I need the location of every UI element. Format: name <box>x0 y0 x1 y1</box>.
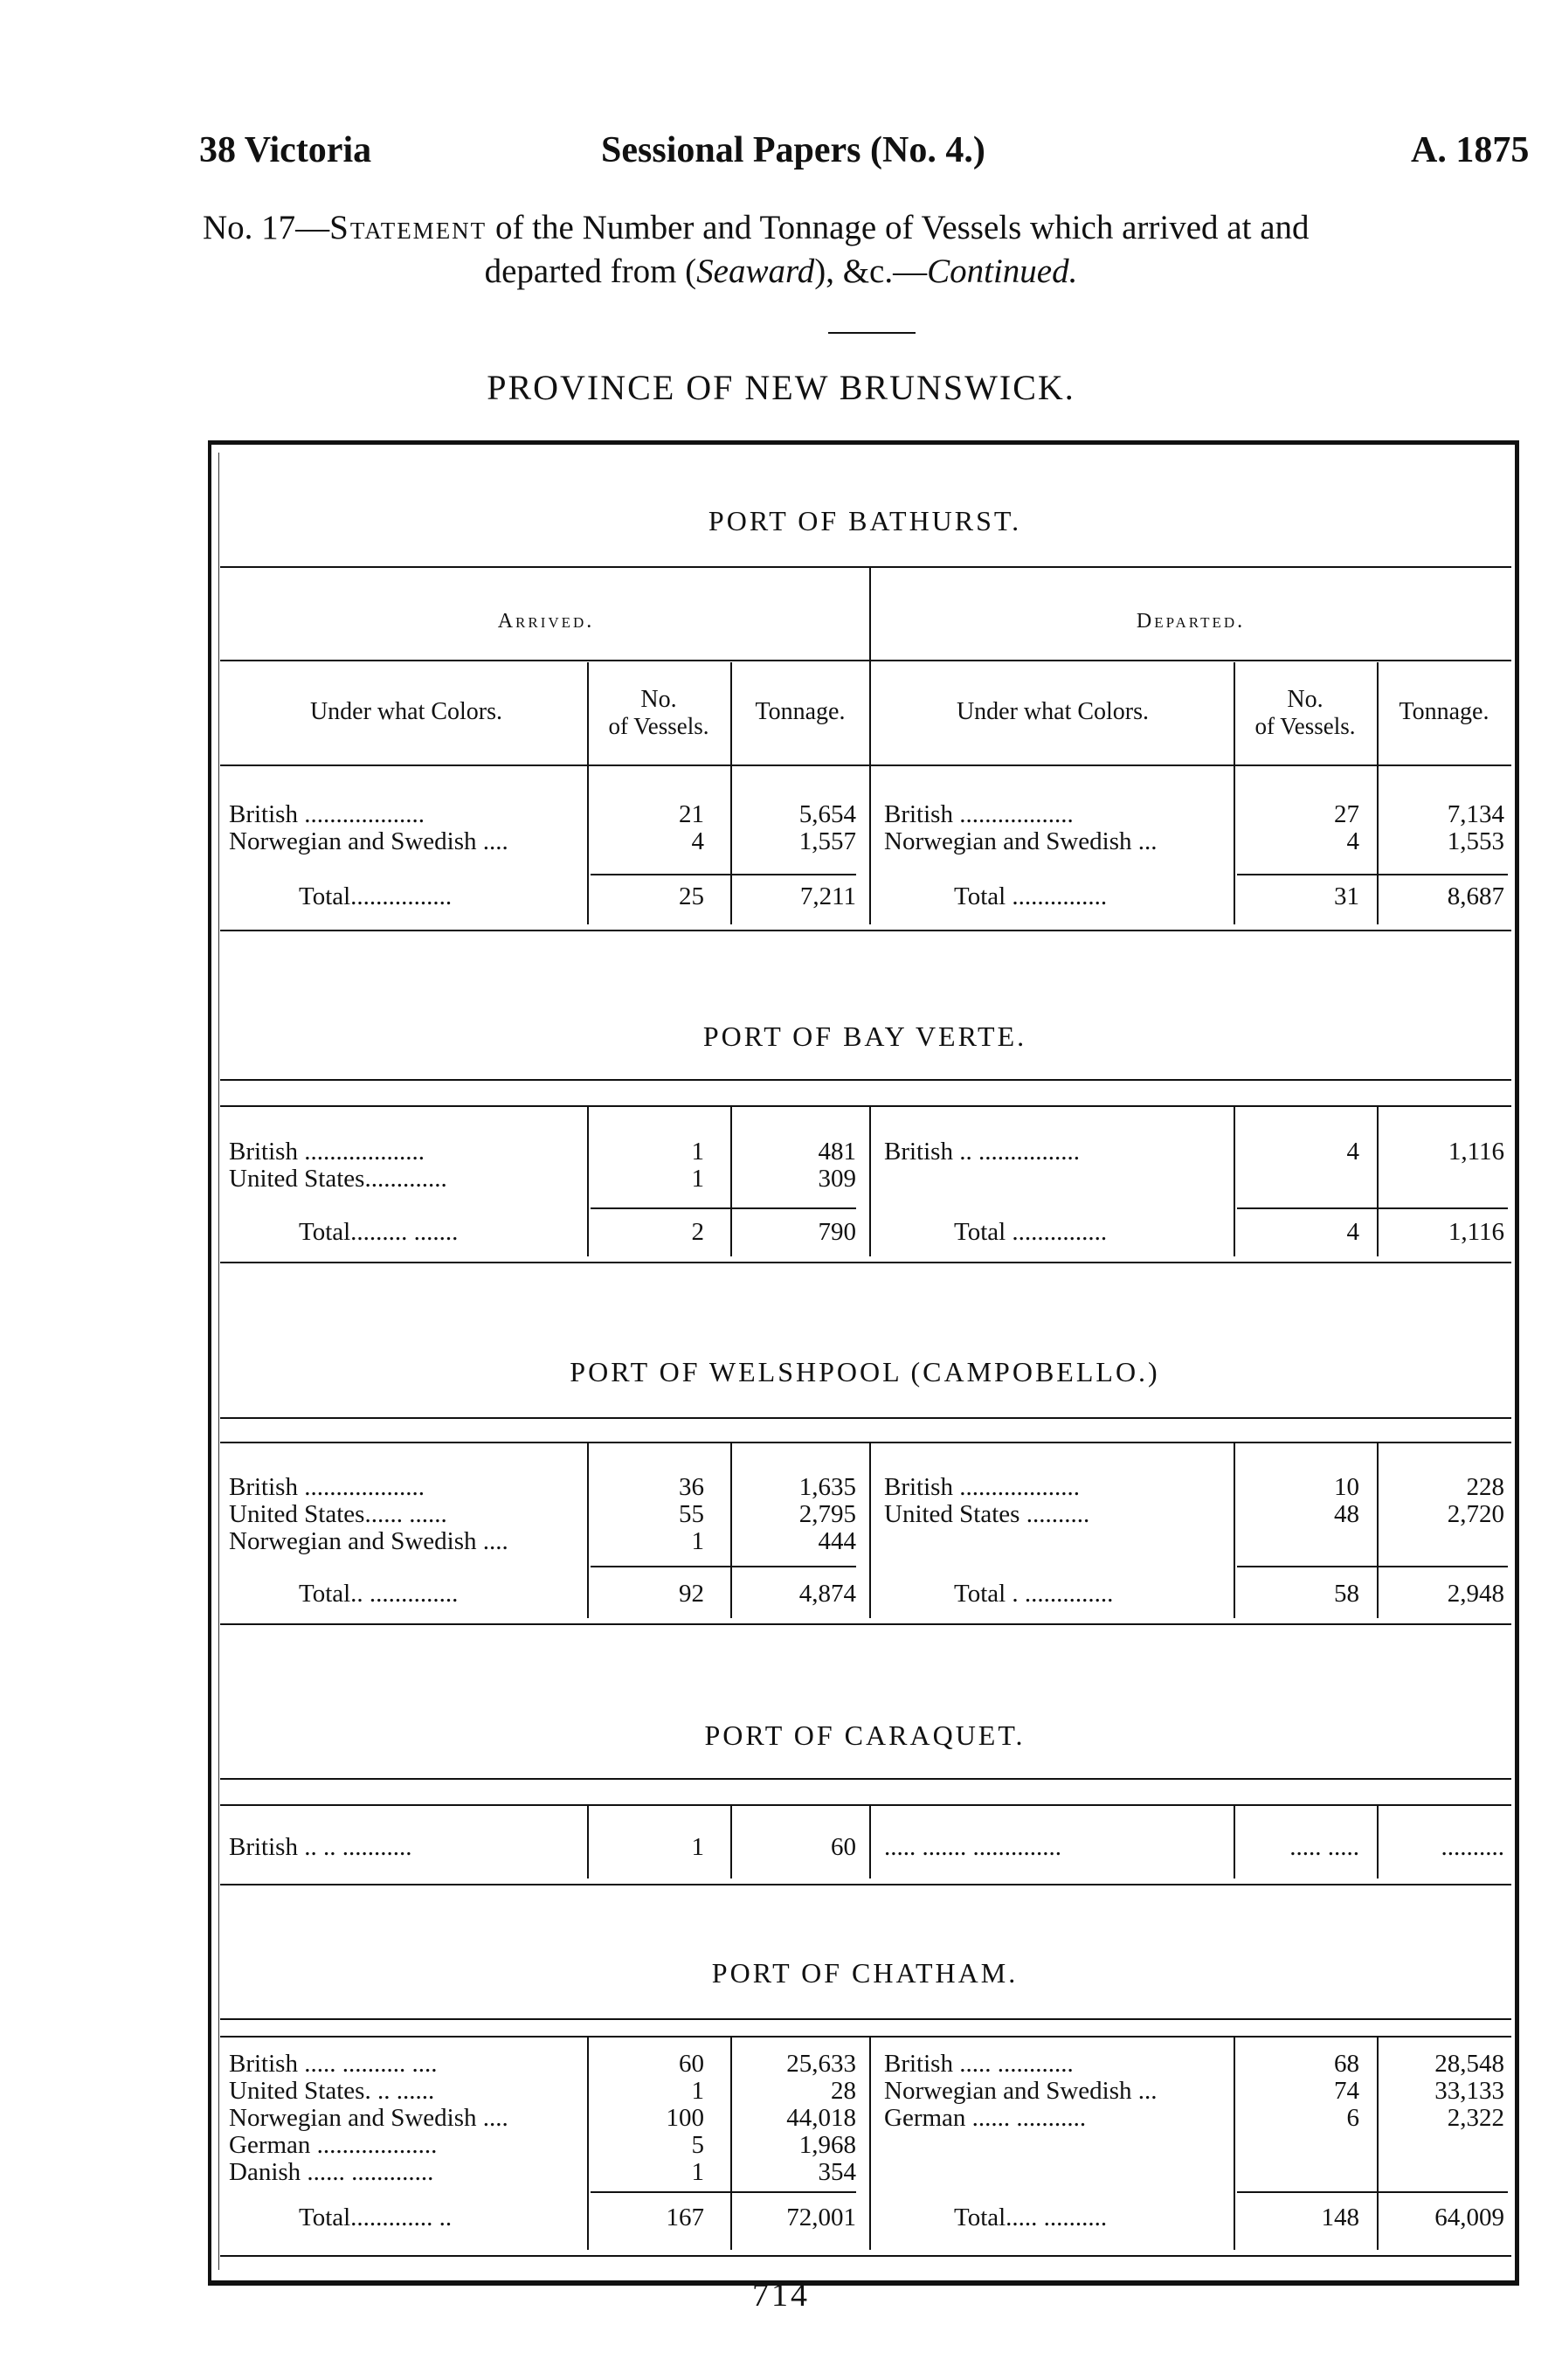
arrived-color-cell: British ................... <box>229 1138 425 1166</box>
port-header-rule <box>220 2036 1511 2038</box>
column-divider <box>1377 1804 1379 1878</box>
column-divider <box>869 1442 871 1618</box>
arrived-color-cell: British ................... <box>229 800 425 828</box>
departed-vessels-cell: 10 <box>1334 1473 1359 1501</box>
departed-tonnage-cell: 7,134 <box>1447 800 1504 828</box>
arrived-vessels-header: No. of Vessels. <box>608 686 709 739</box>
port-title-welshpool: PORT OF WELSHPOOL (CAMPOBELLO.) <box>570 1356 1160 1387</box>
arrived-total-label: Total............. .. <box>299 2204 453 2231</box>
arrived-total-tonnage: 4,874 <box>798 1580 856 1608</box>
departed-total-tonnage: 2,948 <box>1447 1580 1504 1608</box>
column-divider <box>1377 1105 1379 1256</box>
arrived-color-cell: Norwegian and Swedish .... <box>229 2104 508 2132</box>
departed-tonnage-cell: 28,548 <box>1434 2050 1504 2078</box>
column-divider <box>1234 1804 1235 1878</box>
header-divider-arrived-departed <box>869 568 871 765</box>
departed-color-cell: British .................. <box>884 800 1074 828</box>
column-divider <box>730 1442 732 1618</box>
header-center: Sessional Papers (No. 4.) <box>601 130 985 170</box>
departed-total-label: Total ............... <box>954 1218 1108 1246</box>
arrived-total-tonnage: 7,211 <box>799 882 856 910</box>
departed-total-tonnage: 1,116 <box>1448 1218 1504 1246</box>
header-divider-a-col2 <box>730 662 732 765</box>
departed-tonnage-cell: 2,322 <box>1447 2104 1504 2132</box>
departed-vessels-cell: 4 <box>1346 1138 1359 1166</box>
arrived-tonnage-header: Tonnage. <box>755 698 846 725</box>
header-rule-mid <box>220 660 1511 661</box>
column-divider <box>1377 765 1379 924</box>
departed-tonnage-cell: 33,133 <box>1434 2077 1504 2105</box>
arrived-color-cell: United States............. <box>229 1165 447 1193</box>
port-header-rule <box>220 1105 1511 1107</box>
arrived-tonnage-cell: 28 <box>831 2077 856 2105</box>
departed-total-rule <box>1237 2191 1508 2193</box>
port-title-bay-verte: PORT OF BAY VERTE. <box>702 1020 1027 1052</box>
header-right: A. 1875 <box>1411 130 1530 170</box>
column-divider <box>587 1442 589 1618</box>
arrived-vessels-cell: 1 <box>691 1527 704 1555</box>
port-title-caraquet: PORT OF CARAQUET. <box>704 1719 1026 1751</box>
arrived-vessels-cell: 21 <box>679 800 704 828</box>
departed-color-cell: British ................... <box>884 1473 1080 1501</box>
statement-title-line1: No. 17—Statement of the Number and Tonnage of Vessels which arrived at and <box>203 209 1310 246</box>
arrived-color-cell: German ................... <box>229 2131 438 2159</box>
arrived-vessels-cell: 4 <box>691 827 704 855</box>
header-divider-d-col1 <box>1234 662 1235 765</box>
port-block-rule <box>220 1262 1511 1263</box>
arrived-total-vessels: 25 <box>679 882 704 910</box>
arrived-tonnage-cell: 1,557 <box>798 827 856 855</box>
arrived-total-vessels: 92 <box>679 1580 704 1608</box>
port-block-rule <box>220 930 1511 931</box>
arrived-vessels-cell: 1 <box>691 1833 704 1861</box>
arrived-tonnage-cell: 354 <box>818 2158 856 2186</box>
departed-total-rule <box>1237 874 1508 875</box>
port-section-rule <box>220 1417 1511 1419</box>
arrived-tonnage-cell: 1,968 <box>798 2131 856 2159</box>
departed-color-cell: British .. ................ <box>884 1138 1080 1166</box>
page-number: 714 <box>752 2277 810 2314</box>
arrived-vessels-cell: 1 <box>691 2077 704 2105</box>
departed-tonnage-cell: 2,720 <box>1447 1500 1504 1528</box>
port-title-bathurst: PORT OF BATHURST. <box>708 505 1022 536</box>
arrived-heading: Arrived. <box>497 610 595 633</box>
port-block-rule <box>220 1884 1511 1885</box>
column-divider <box>730 2036 732 2250</box>
column-divider <box>1234 2036 1235 2250</box>
port-section-rule <box>220 1778 1511 1780</box>
province-title: PROVINCE OF NEW BRUNSWICK. <box>487 368 1075 407</box>
port-block-rule <box>220 2255 1511 2257</box>
arrived-vessels-cell: 60 <box>679 2050 704 2078</box>
arrived-tonnage-cell: 309 <box>818 1165 856 1193</box>
departed-vessels-cell: 6 <box>1346 2104 1359 2132</box>
arrived-color-cell: Danish ...... ............. <box>229 2158 434 2186</box>
title-rule <box>828 332 916 334</box>
departed-vessels-cell: 68 <box>1334 2050 1359 2078</box>
arrived-vessels-cell: 1 <box>691 1165 704 1193</box>
arrived-total-rule <box>591 874 856 875</box>
header-left: 38 Victoria <box>199 130 372 170</box>
departed-total-vessels: 31 <box>1334 882 1359 910</box>
arrived-vessels-cell: 100 <box>666 2104 704 2132</box>
column-divider <box>587 765 589 924</box>
arrived-total-rule <box>591 1566 856 1567</box>
departed-tonnage-header: Tonnage. <box>1399 698 1489 725</box>
departed-total-label: Total . .............. <box>954 1580 1114 1608</box>
arrived-color-cell: British ..... .......... .... <box>229 2050 438 2078</box>
departed-heading: Departed. <box>1136 610 1246 633</box>
arrived-color-cell: British .. .. ........... <box>229 1833 412 1861</box>
arrived-tonnage-cell: 25,633 <box>786 2050 856 2078</box>
departed-color-cell: German ...... ........... <box>884 2104 1087 2132</box>
arrived-color-cell: Norwegian and Swedish .... <box>229 827 508 855</box>
departed-vessels-cell: 74 <box>1334 2077 1359 2105</box>
departed-colors-header: Under what Colors. <box>956 698 1150 725</box>
departed-total-vessels: 148 <box>1321 2204 1359 2231</box>
departed-tonnage-cell: 1,116 <box>1448 1138 1504 1166</box>
departed-color-cell: Norwegian and Swedish ... <box>884 2077 1158 2105</box>
port-header-rule <box>220 1442 1511 1443</box>
column-divider <box>1377 1442 1379 1618</box>
departed-total-label: Total..... .......... <box>954 2204 1108 2231</box>
statement-title-line2: departed from (Seaward), &c.—Continued. <box>484 253 1078 290</box>
departed-total-label: Total ............... <box>954 882 1108 910</box>
departed-total-tonnage: 8,687 <box>1447 882 1504 910</box>
departed-color-cell: Norwegian and Swedish ... <box>884 827 1158 855</box>
column-divider <box>869 765 871 924</box>
arrived-tonnage-cell: 1,635 <box>798 1473 856 1501</box>
departed-total-vessels: 4 <box>1346 1218 1359 1246</box>
arrived-total-label: Total.. .............. <box>299 1580 459 1608</box>
column-divider <box>587 1105 589 1256</box>
departed-vessels-cell: ..... ..... <box>1289 1833 1359 1861</box>
arrived-color-cell: United States. .. ...... <box>229 2077 435 2105</box>
arrived-color-cell: United States...... ...... <box>229 1500 447 1528</box>
arrived-color-cell: Norwegian and Swedish .... <box>229 1527 508 1555</box>
departed-vessels-cell: 4 <box>1346 827 1359 855</box>
arrived-total-label: Total......... ....... <box>299 1218 459 1246</box>
port-header-rule <box>220 765 1511 766</box>
arrived-tonnage-cell: 5,654 <box>798 800 856 828</box>
column-divider <box>730 765 732 924</box>
column-divider <box>1234 765 1235 924</box>
arrived-vessels-cell: 5 <box>691 2131 704 2159</box>
departed-total-rule <box>1237 1566 1508 1567</box>
departed-vessels-cell: 27 <box>1334 800 1359 828</box>
arrived-vessels-cell: 36 <box>679 1473 704 1501</box>
column-divider <box>1234 1105 1235 1256</box>
departed-tonnage-cell: 228 <box>1466 1473 1504 1501</box>
column-divider <box>1377 2036 1379 2250</box>
port-section-rule <box>220 2018 1511 2020</box>
arrived-total-tonnage: 72,001 <box>786 2204 856 2231</box>
port-title-chatham: PORT OF CHATHAM. <box>711 1957 1019 1989</box>
arrived-total-rule <box>591 1207 856 1209</box>
arrived-tonnage-cell: 60 <box>831 1833 856 1861</box>
arrived-tonnage-cell: 481 <box>818 1138 856 1166</box>
departed-color-cell: United States .......... <box>884 1500 1090 1528</box>
arrived-total-vessels: 167 <box>666 2204 704 2231</box>
port-block-rule <box>220 1623 1511 1625</box>
column-divider <box>730 1105 732 1256</box>
column-divider <box>587 2036 589 2250</box>
arrived-total-tonnage: 790 <box>818 1218 856 1246</box>
arrived-tonnage-cell: 444 <box>818 1527 856 1555</box>
arrived-tonnage-cell: 2,795 <box>798 1500 856 1528</box>
departed-vessels-cell: 48 <box>1334 1500 1359 1528</box>
arrived-total-vessels: 2 <box>691 1218 704 1246</box>
departed-total-tonnage: 64,009 <box>1434 2204 1504 2231</box>
column-divider <box>869 1105 871 1256</box>
header-divider-a-col1 <box>587 662 589 765</box>
arrived-vessels-cell: 55 <box>679 1500 704 1528</box>
header-divider-d-col2 <box>1377 662 1379 765</box>
departed-total-rule <box>1237 1207 1508 1209</box>
column-divider <box>587 1804 589 1878</box>
departed-vessels-header: No. of Vessels. <box>1254 686 1356 739</box>
arrived-colors-header: Under what Colors. <box>309 698 503 725</box>
arrived-total-label: Total................ <box>299 882 453 910</box>
column-divider <box>1234 1442 1235 1618</box>
column-divider <box>869 1804 871 1878</box>
departed-total-vessels: 58 <box>1334 1580 1359 1608</box>
header-rule-top <box>220 566 1511 568</box>
departed-tonnage-cell: .......... <box>1441 1833 1504 1861</box>
port-section-rule <box>220 1079 1511 1081</box>
column-divider <box>730 1804 732 1878</box>
departed-tonnage-cell: 1,553 <box>1447 827 1504 855</box>
column-divider <box>869 2036 871 2250</box>
arrived-total-rule <box>591 2191 856 2193</box>
port-header-rule <box>220 1804 1511 1806</box>
departed-color-cell: British ..... ............ <box>884 2050 1074 2078</box>
arrived-tonnage-cell: 44,018 <box>786 2104 856 2132</box>
arrived-vessels-cell: 1 <box>691 2158 704 2186</box>
departed-color-cell: ..... ....... .............. <box>884 1833 1061 1861</box>
arrived-vessels-cell: 1 <box>691 1138 704 1166</box>
arrived-color-cell: British ................... <box>229 1473 425 1501</box>
